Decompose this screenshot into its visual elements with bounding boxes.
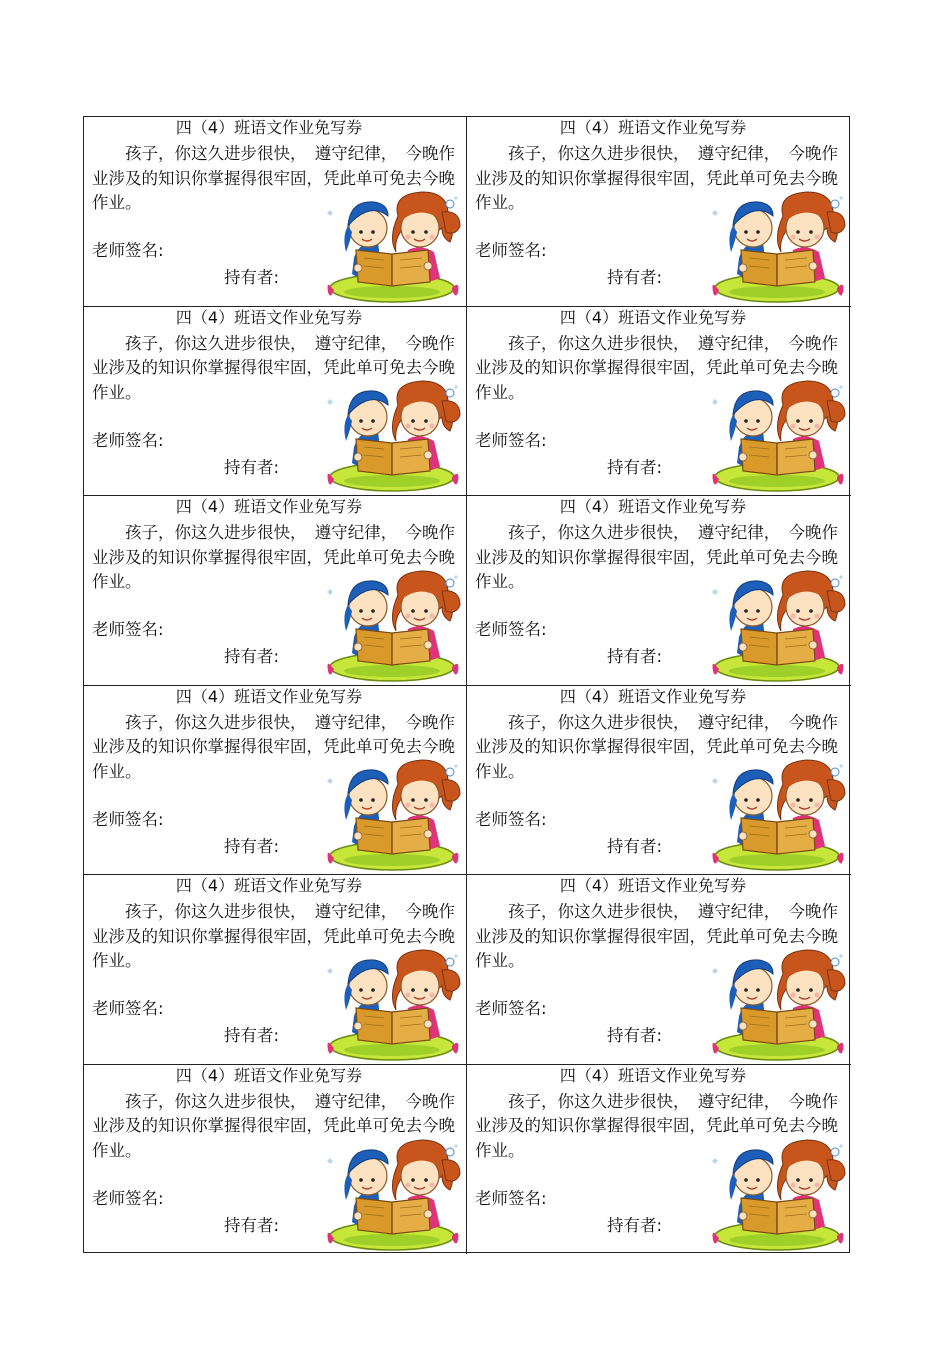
homework-exemption-coupon-r1c1: [84, 117, 467, 307]
kids-reading-book-icon: [709, 567, 851, 685]
homework-exemption-coupon-r1c2: [467, 117, 851, 307]
kids-reading-book-icon: [324, 188, 466, 306]
homework-exemption-coupon-r3c1: [84, 496, 467, 686]
teacher-signature-label: 老师签名:: [475, 620, 547, 639]
coupon-body-text: 孩子，你这久进步很快， 遵守纪律， 今晚作业涉及的知识你掌握得很牢固，凭此单可免去今晚作业。: [92, 144, 455, 212]
holder-label: 持有者:: [224, 1026, 280, 1045]
kids-reading-book-icon: [709, 756, 851, 874]
homework-exemption-coupon-r4c1: [84, 686, 467, 876]
holder-label: 持有者:: [607, 1026, 663, 1045]
kids-reading-book-icon: [324, 1136, 466, 1254]
holder-label: 持有者:: [607, 836, 663, 856]
coupon-body-text: 孩子，你这久进步很快， 遵守纪律， 今晚作业涉及的知识你掌握得很牢固，凭此单可免去今晚作业。: [475, 333, 838, 402]
kids-reading-book-icon: [324, 946, 466, 1064]
coupon-title: 四（4）班语文作业免写券: [559, 497, 747, 516]
coupon-title: 四（4）班语文作业免写券: [559, 876, 747, 895]
kids-reading-book-icon: [324, 377, 466, 495]
teacher-signature-label: 老师签名:: [92, 241, 164, 260]
coupon-body-text: 孩子，你这久进步很快， 遵守纪律， 今晚作业涉及的知识你掌握得很牢固，凭此单可免去今晚作业。: [92, 1091, 455, 1160]
coupon-body-text: 孩子，你这久进步很快， 遵守纪律， 今晚作业涉及的知识你掌握得很牢固，凭此单可免去今晚作业。: [92, 523, 455, 591]
homework-exemption-coupon-r2c2: [467, 307, 851, 497]
teacher-signature-label: 老师签名:: [92, 430, 164, 450]
holder-label: 持有者:: [224, 836, 280, 856]
teacher-signature-label: 老师签名:: [475, 999, 547, 1018]
homework-exemption-coupon-r6c2: [467, 1065, 851, 1255]
holder-label: 持有者:: [224, 457, 280, 477]
homework-exemption-coupon-r5c1: [84, 875, 467, 1065]
holder-label: 持有者:: [224, 268, 280, 287]
teacher-signature-label: 老师签名:: [475, 1188, 547, 1208]
teacher-signature-label: 老师签名:: [92, 620, 164, 639]
kids-reading-book-icon: [324, 756, 466, 874]
homework-exemption-coupon-r2c1: [84, 307, 467, 497]
coupon-sheet: [83, 116, 850, 1253]
coupon-title: 四（4）班语文作业免写券: [175, 686, 363, 706]
teacher-signature-label: 老师签名:: [475, 809, 547, 829]
coupon-body-text: 孩子，你这久进步很快， 遵守纪律， 今晚作业涉及的知识你掌握得很牢固，凭此单可免去今晚作业。: [475, 902, 838, 970]
holder-label: 持有者:: [224, 1215, 280, 1235]
kids-reading-book-icon: [709, 946, 851, 1064]
homework-exemption-coupon-r6c1: [84, 1065, 467, 1255]
teacher-signature-label: 老师签名:: [92, 1188, 164, 1208]
kids-reading-book-icon: [709, 188, 851, 306]
holder-label: 持有者:: [607, 457, 663, 477]
coupon-body-text: 孩子，你这久进步很快， 遵守纪律， 今晚作业涉及的知识你掌握得很牢固，凭此单可免去今晚作业。: [92, 333, 455, 402]
coupon-body-text: 孩子，你这久进步很快， 遵守纪律， 今晚作业涉及的知识你掌握得很牢固，凭此单可免去今晚作业。: [475, 712, 838, 781]
coupon-title: 四（4）班语文作业免写券: [175, 118, 363, 137]
coupon-title: 四（4）班语文作业免写券: [175, 1065, 363, 1085]
homework-exemption-coupon-r4c2: [467, 686, 851, 876]
coupon-title: 四（4）班语文作业免写券: [175, 307, 363, 327]
homework-exemption-coupon-r3c2: [467, 496, 851, 686]
coupon-title: 四（4）班语文作业免写券: [559, 307, 747, 327]
coupon-title: 四（4）班语文作业免写券: [175, 497, 363, 516]
coupon-title: 四（4）班语文作业免写券: [175, 876, 363, 895]
teacher-signature-label: 老师签名:: [92, 999, 164, 1018]
homework-exemption-coupon-r5c2: [467, 875, 851, 1065]
teacher-signature-label: 老师签名:: [475, 241, 547, 260]
coupon-body-text: 孩子，你这久进步很快， 遵守纪律， 今晚作业涉及的知识你掌握得很牢固，凭此单可免去今晚作业。: [475, 1091, 838, 1160]
coupon-body-text: 孩子，你这久进步很快， 遵守纪律， 今晚作业涉及的知识你掌握得很牢固，凭此单可免去今晚作业。: [475, 523, 838, 591]
teacher-signature-label: 老师签名:: [475, 430, 547, 450]
teacher-signature-label: 老师签名:: [92, 809, 164, 829]
coupon-title: 四（4）班语文作业免写券: [559, 118, 747, 137]
coupon-body-text: 孩子，你这久进步很快， 遵守纪律， 今晚作业涉及的知识你掌握得很牢固，凭此单可免去今晚作业。: [92, 712, 455, 781]
holder-label: 持有者:: [607, 647, 663, 666]
kids-reading-book-icon: [324, 567, 466, 685]
holder-label: 持有者:: [607, 268, 663, 287]
coupon-body-text: 孩子，你这久进步很快， 遵守纪律， 今晚作业涉及的知识你掌握得很牢固，凭此单可免去今晚作业。: [92, 902, 455, 970]
holder-label: 持有者:: [224, 647, 280, 666]
kids-reading-book-icon: [709, 1136, 851, 1254]
holder-label: 持有者:: [607, 1215, 663, 1235]
kids-reading-book-icon: [709, 377, 851, 495]
coupon-title: 四（4）班语文作业免写券: [559, 1065, 747, 1085]
coupon-title: 四（4）班语文作业免写券: [559, 686, 747, 706]
coupon-body-text: 孩子，你这久进步很快， 遵守纪律， 今晚作业涉及的知识你掌握得很牢固，凭此单可免去今晚作业。: [475, 144, 838, 212]
